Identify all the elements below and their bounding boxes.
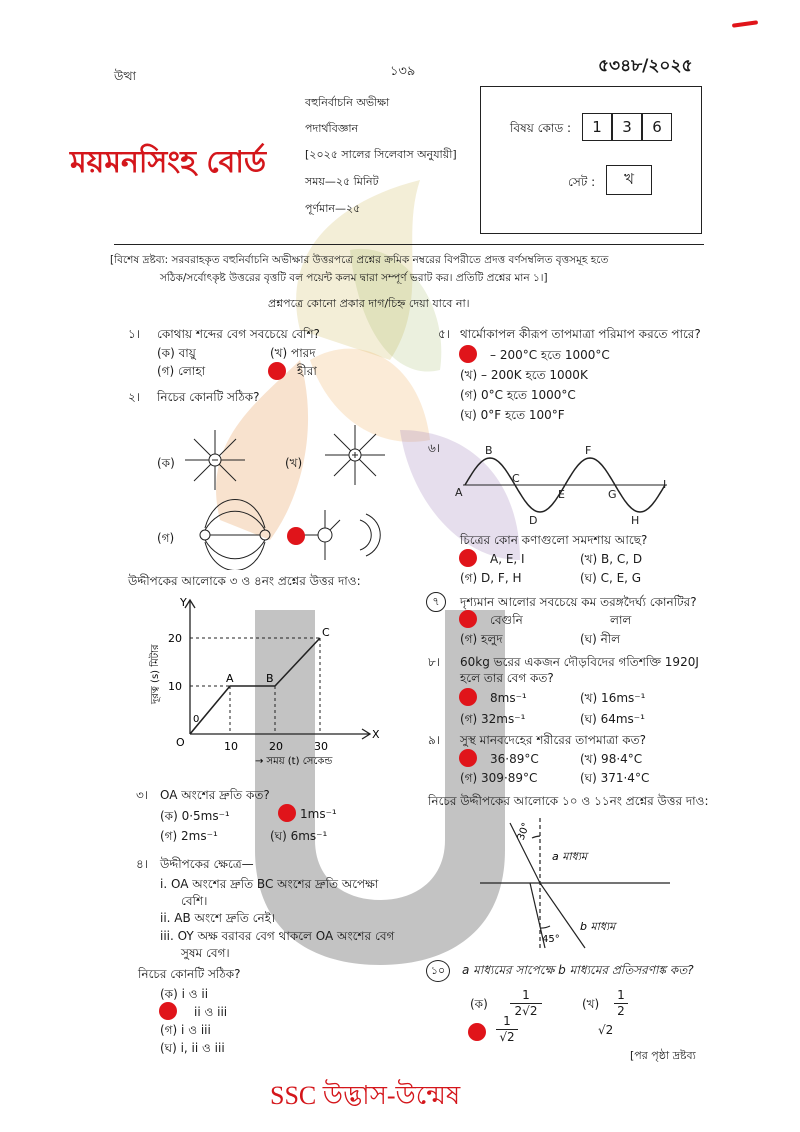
q5-text: থার্মোকাপল কীরূপ তাপমাত্রা পরিমাপ করতে পারে?	[460, 327, 701, 341]
tick-x-30: 30	[314, 740, 328, 753]
q2-option-c-label[interactable]: (গ)	[157, 531, 175, 545]
exam-time: সময়—২৫ মিনিট	[305, 175, 379, 188]
q9-number: ৯।	[428, 733, 441, 747]
header-left-label: উত্থা	[114, 69, 137, 83]
refraction-diagram	[470, 808, 690, 958]
code-digit-2: 3	[612, 113, 642, 141]
q3-marked-answer-dot	[278, 804, 296, 822]
q4-question: নিচের কোনটি সঠিক?	[138, 967, 241, 981]
q5-marked-answer-dot	[459, 345, 477, 363]
tick-y-10: 10	[168, 680, 182, 693]
field-line-diagrams	[180, 410, 390, 570]
q3-option-c[interactable]: (গ) 2ms⁻¹	[160, 829, 218, 843]
q4-option-c[interactable]: (গ) i ও iii	[160, 1023, 211, 1037]
q7-option-d[interactable]: (ঘ) নীল	[580, 632, 621, 646]
board-name: ময়মনসিংহ বোর্ড	[70, 145, 267, 180]
tick-y-20: 20	[168, 632, 182, 645]
q1-option-b[interactable]: (খ) পারদ	[270, 346, 316, 360]
q9-text: সুস্থ মানবদেহের শরীরের তাপমাত্রা কত?	[460, 733, 646, 747]
point-b-label: B	[266, 672, 274, 685]
angle-45: 45°	[542, 934, 560, 945]
q4-statement-i-cont: বেশি।	[181, 894, 208, 908]
q10-b-numerator: 1	[614, 988, 628, 1004]
subject-name: পদার্থবিজ্ঞান	[305, 122, 359, 135]
footer-brand: SSC উদ্ভাস-উন্মেষ	[270, 1081, 461, 1110]
two-positive-field	[300, 510, 380, 560]
q4-statement-i: i. OA অংশের দ্রুতি BC অংশের দ্রুতি অপেক্ষা	[160, 877, 379, 891]
positive-charge-field	[325, 425, 385, 485]
q8-option-c[interactable]: (গ) 32ms⁻¹	[460, 712, 526, 726]
stem-3-4: উদ্দীপকের আলোকে ৩ ও ৪নং প্রশ্নের উত্তর দাও:	[128, 574, 361, 588]
code-box	[480, 86, 702, 234]
q8-option-a[interactable]: 8ms⁻¹	[490, 691, 527, 705]
notice-line-3: প্রশ্নপত্রে কোনো প্রকার দাগ/চিহ্ন দেয়া যাবে না।	[268, 297, 470, 310]
q3-text: OA অংশের দ্রুতি কত?	[160, 788, 270, 802]
notice-divider	[114, 244, 704, 245]
wave-point-b: B	[485, 444, 493, 457]
tick-x-20: 20	[269, 740, 283, 753]
wave-diagram	[445, 440, 685, 530]
wave-point-f: F	[585, 444, 592, 457]
set-label: সেট :	[568, 175, 596, 189]
point-c-label: C	[322, 626, 330, 639]
x-axis-title: → সময় (t) সেকেন্ড	[255, 756, 333, 767]
set-value: খ	[606, 165, 652, 195]
q1-marked-answer-dot	[268, 362, 286, 380]
q10-b-denominator: 2	[617, 1004, 625, 1018]
q10-c-denominator: √2	[499, 1030, 515, 1044]
q8-marked-answer-dot	[459, 688, 477, 706]
next-page-note: [পর পৃষ্ঠা দ্রষ্টব্য	[630, 1049, 696, 1062]
q4-text: উদ্দীপকের ক্ষেত্রে—	[160, 857, 254, 871]
q4-option-a[interactable]: (ক) i ও ii	[160, 987, 209, 1001]
q10-marked-answer-dot	[468, 1023, 486, 1041]
graph-y-label: Y	[180, 596, 187, 609]
q1-option-d[interactable]: হীরা	[297, 364, 317, 378]
notice-line-1: [বিশেষ দ্রষ্টব্য: সরবরাহকৃত বহুনির্বাচনি অভীক্ষার উত্তরপত্রে প্রশ্নের ক্রমিক নম্বরের বিপরীতে প্রদত্ত বর্ণসম্বলিত বৃত্তসমূহ হতে	[110, 254, 609, 266]
origin-label: O	[176, 736, 185, 749]
q5-option-a[interactable]: – 200°C হতে 1000°C	[490, 348, 610, 362]
q1-text: কোথায় শব্দের বেগ সবচেয়ে বেশি?	[157, 327, 320, 341]
q4-option-b[interactable]: ii ও iii	[194, 1005, 228, 1019]
wave-point-h: H	[631, 514, 640, 527]
q6-marked-answer-dot	[459, 549, 477, 567]
q10-option-c-fraction[interactable]	[496, 1014, 518, 1045]
q3-number: ৩।	[136, 788, 149, 802]
full-marks: পূর্ণমান—২৫	[305, 202, 361, 215]
q2-option-b-label[interactable]: (খ)	[285, 456, 303, 470]
q4-statement-iii: iii. OY অক্ষ বরাবর বেগ থাকলে OA অংশের বেগ	[160, 929, 395, 943]
wave-point-c: C	[512, 472, 520, 485]
q8-text: 60kg ভরের একজন দৌড়বিদের গতিশক্তি 1920J	[460, 655, 699, 669]
q6-option-c[interactable]: (গ) D, F, H	[460, 571, 522, 585]
q8-text-cont: হলে তার বেগ কত?	[460, 671, 554, 685]
dipole-field	[200, 500, 270, 571]
q4-option-d[interactable]: (ঘ) i, ii ও iii	[160, 1041, 225, 1055]
medium-a-label: a মাধ্যম	[552, 850, 587, 863]
q1-option-a[interactable]: (ক) বায়ু	[157, 346, 196, 360]
q7-marked-answer-dot	[459, 610, 477, 628]
q5-option-b[interactable]: (খ) – 200K হতে 1000K	[460, 368, 588, 382]
q10-option-b-label[interactable]: (খ)	[582, 997, 600, 1011]
wave-point-d: D	[529, 514, 538, 527]
q2-text: নিচের কোনটি সঠিক?	[157, 390, 260, 404]
q9-option-a[interactable]: 36·89°C	[490, 752, 539, 766]
q6-option-a[interactable]: A, E, I	[490, 552, 525, 566]
negative-charge-field	[185, 430, 245, 490]
q7-text: দৃশ্যমান আলোর সবচেয়ে কম তরঙ্গদৈর্ঘ্য কোনটির?	[460, 595, 697, 609]
q4-marked-answer-dot	[159, 1002, 177, 1020]
q1-number: ১।	[128, 327, 141, 341]
notice-line-2: সঠিক/সর্বোৎকৃষ্ট উত্তরের বৃত্তটি বল পয়েন্ট কলম দ্বারা সম্পূর্ণ ভরাট কর। প্রতিটি প্রশ্নের মান ১।]	[160, 272, 548, 284]
q6-number: ৬।	[428, 441, 441, 455]
angle-30: 30°	[515, 821, 533, 842]
q9-option-b[interactable]: (খ) 98·4°C	[580, 752, 643, 766]
q2-number: ২।	[128, 390, 141, 404]
wave-point-a: A	[455, 486, 463, 499]
q1-option-c[interactable]: (গ) লোহা	[157, 364, 206, 378]
q7-option-b[interactable]: লাল	[610, 613, 632, 627]
q7-option-a[interactable]: বেগুনি	[490, 613, 523, 627]
q5-number: ৫।	[438, 327, 451, 341]
q4-statement-ii: ii. AB অংশে দ্রুতি নেই।	[160, 911, 276, 925]
q4-statement-iii-cont: সুষম বেগ।	[181, 946, 230, 960]
wave-point-g: G	[608, 488, 617, 501]
q10-a-numerator: 1	[510, 988, 542, 1004]
q10-option-d[interactable]: √2	[598, 1023, 614, 1037]
graph-x-label: X	[372, 728, 380, 741]
wave-point-e: E	[558, 488, 565, 501]
distance-time-graph	[120, 594, 400, 769]
q10-text: a মাধ্যমের সাপেক্ষে b মাধ্যমের প্রতিসরণাঙ্ক কত?	[462, 963, 694, 977]
q8-option-d[interactable]: (ঘ) 64ms⁻¹	[580, 712, 645, 726]
q3-option-a[interactable]: (ক) 0·5ms⁻¹	[160, 809, 230, 823]
exam-type: বহুনির্বাচনি অভীক্ষা	[305, 96, 390, 109]
q8-option-b[interactable]: (খ) 16ms⁻¹	[580, 691, 646, 705]
q6-option-b[interactable]: (খ) B, C, D	[580, 552, 643, 566]
q9-option-d[interactable]: (ঘ) 371·4°C	[580, 771, 650, 785]
q10-a-denominator: 2√2	[514, 1004, 538, 1018]
q6-text: চিত্রের কোন কণাগুলো সমদশায় আছে?	[460, 533, 648, 547]
q3-option-b[interactable]: 1ms⁻¹	[300, 807, 337, 821]
q2-marked-answer-dot	[287, 527, 305, 545]
wave-point-i: I	[663, 478, 667, 491]
q7-number: ৭	[426, 592, 446, 612]
subject-code-label: বিষয় কোড :	[510, 121, 572, 135]
q10-number: ১০	[426, 960, 450, 982]
q6-option-d[interactable]: (ঘ) C, E, G	[580, 571, 642, 585]
stem-10-11: নিচের উদ্দীপকের আলোকে ১০ ও ১১নং প্রশ্নের উত্তর দাও:	[428, 794, 709, 808]
medium-b-label: b মাধ্যম	[580, 920, 616, 933]
q2-option-a-label[interactable]: (ক)	[157, 456, 175, 470]
code-digit-1: 1	[582, 113, 612, 141]
page-number: ১৩৯	[390, 64, 416, 79]
q3-option-d[interactable]: (ঘ) 6ms⁻¹	[270, 829, 328, 843]
q8-number: ৮।	[428, 655, 441, 669]
q4-number: ৪।	[136, 857, 149, 871]
q7-option-c[interactable]: (গ) হলুদ	[460, 632, 503, 646]
q9-marked-answer-dot	[459, 749, 477, 767]
point-a-label: A	[226, 672, 234, 685]
q10-option-a-label[interactable]: (ক)	[470, 997, 488, 1011]
q10-option-b-fraction[interactable]	[614, 988, 628, 1019]
q5-option-c[interactable]: (গ) 0°C হতে 1000°C	[460, 388, 576, 402]
syllabus-note: [২০২৫ সালের সিলেবাস অনুযায়ী]	[305, 148, 457, 161]
y-axis-title: দূরত্ব (s) মিটার	[150, 644, 161, 704]
code-digit-3: 6	[642, 113, 672, 141]
q5-option-d[interactable]: (ঘ) 0°F হতে 100°F	[460, 408, 565, 422]
zero-label: 0	[193, 714, 200, 725]
q10-c-numerator: 1	[496, 1014, 518, 1030]
tick-x-10: 10	[224, 740, 238, 753]
exam-code: ৫৩৪৮/২০২৫	[598, 56, 693, 76]
q9-option-c[interactable]: (গ) 309·89°C	[460, 771, 538, 785]
